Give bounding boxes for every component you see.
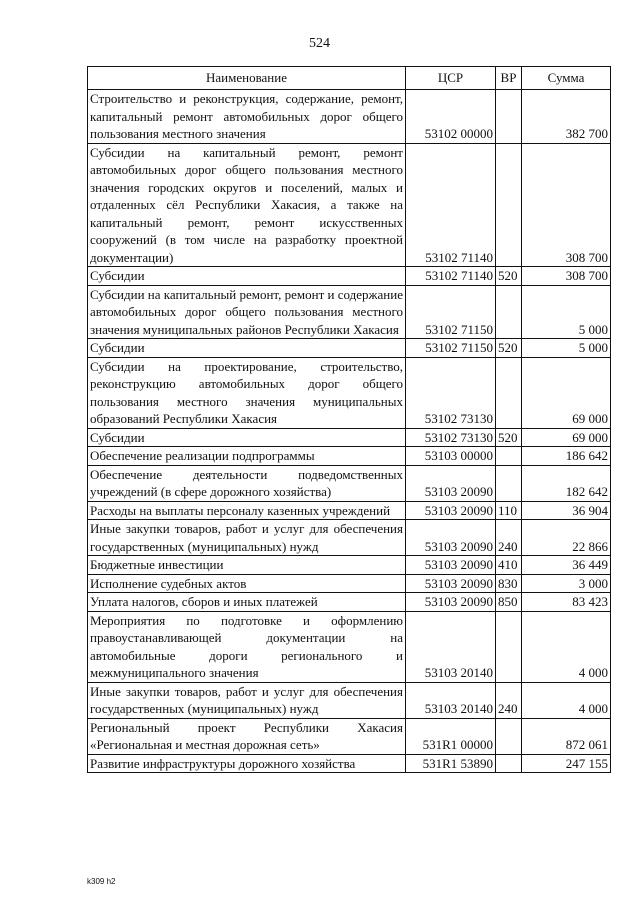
row-csr: 531R1 00000 xyxy=(406,718,496,754)
row-vr xyxy=(496,143,522,267)
row-vr xyxy=(496,285,522,339)
table-row xyxy=(88,718,611,754)
table-body xyxy=(88,90,611,773)
table-row xyxy=(88,90,611,144)
row-csr: 53103 00000 xyxy=(406,447,496,466)
table-header-row xyxy=(88,67,611,90)
row-vr xyxy=(496,447,522,466)
row-name: Мероприятия по подготовке и оформлению правоустанавливающей документации на автомобильные дороги регионального и межмуниципального значения xyxy=(88,611,406,682)
row-vr xyxy=(496,90,522,144)
row-sum: 182 642 xyxy=(522,465,611,501)
row-csr: 53102 00000 xyxy=(406,90,496,144)
row-csr: 53103 20090 xyxy=(406,465,496,501)
row-csr: 53102 71140 xyxy=(406,267,496,286)
table-row xyxy=(88,501,611,520)
row-csr: 53103 20090 xyxy=(406,593,496,612)
row-vr: 240 xyxy=(496,520,522,556)
row-vr: 410 xyxy=(496,556,522,575)
row-sum: 36 904 xyxy=(522,501,611,520)
row-vr xyxy=(496,611,522,682)
budget-table xyxy=(87,66,611,773)
row-vr xyxy=(496,754,522,773)
row-sum: 36 449 xyxy=(522,556,611,575)
table-row xyxy=(88,285,611,339)
row-name: Субсидии xyxy=(88,428,406,447)
table-row xyxy=(88,574,611,593)
row-sum: 308 700 xyxy=(522,267,611,286)
row-name: Субсидии xyxy=(88,267,406,286)
header-sum: Сумма xyxy=(522,67,611,90)
header-csr: ЦСР xyxy=(406,67,496,90)
row-sum: 69 000 xyxy=(522,428,611,447)
row-vr: 520 xyxy=(496,267,522,286)
table-row xyxy=(88,520,611,556)
table-row xyxy=(88,556,611,575)
row-name: Субсидии xyxy=(88,339,406,358)
row-csr: 53102 71150 xyxy=(406,285,496,339)
table-row xyxy=(88,339,611,358)
row-name: Строительство и реконструкция, содержание, ремонт, капитальный ремонт автомобильных дорог общего пользования местного значения xyxy=(88,90,406,144)
row-sum: 872 061 xyxy=(522,718,611,754)
table-row xyxy=(88,447,611,466)
row-name: Иные закупки товаров, работ и услуг для обеспечения государственных (муниципальных) нужд xyxy=(88,520,406,556)
row-sum: 308 700 xyxy=(522,143,611,267)
table-row xyxy=(88,593,611,612)
table-row xyxy=(88,465,611,501)
row-vr: 850 xyxy=(496,593,522,612)
row-name: Субсидии на капитальный ремонт, ремонт автомобильных дорог общего пользования местного значения городских округов и поселений, малых и отдаленных сёл Республики Хакасия, а также на капитальный ремонт, ремонт искусственных сооружений (в том числе на разработку проектной документации) xyxy=(88,143,406,267)
table-row xyxy=(88,267,611,286)
row-name: Бюджетные инвестиции xyxy=(88,556,406,575)
row-name: Исполнение судебных актов xyxy=(88,574,406,593)
footer-code: k309 h2 xyxy=(87,877,116,886)
row-csr: 531R1 53890 xyxy=(406,754,496,773)
row-sum: 382 700 xyxy=(522,90,611,144)
row-csr: 53103 20140 xyxy=(406,682,496,718)
row-name: Субсидии на проектирование, строительство, реконструкцию автомобильных дорог общего пользования местного значения муниципальных образований Республики Хакасия xyxy=(88,357,406,428)
row-csr: 53103 20140 xyxy=(406,611,496,682)
row-vr xyxy=(496,465,522,501)
row-csr: 53102 73130 xyxy=(406,428,496,447)
row-name: Обеспечение реализации подпрограммы xyxy=(88,447,406,466)
row-name: Уплата налогов, сборов и иных платежей xyxy=(88,593,406,612)
row-sum: 22 866 xyxy=(522,520,611,556)
row-sum: 69 000 xyxy=(522,357,611,428)
row-csr: 53103 20090 xyxy=(406,556,496,575)
row-sum: 4 000 xyxy=(522,611,611,682)
header-vr: ВР xyxy=(496,67,522,90)
row-sum: 3 000 xyxy=(522,574,611,593)
row-vr: 520 xyxy=(496,428,522,447)
table-row xyxy=(88,143,611,267)
table-row xyxy=(88,754,611,773)
page-number: 524 xyxy=(309,36,330,51)
row-name: Иные закупки товаров, работ и услуг для обеспечения государственных (муниципальных) нужд xyxy=(88,682,406,718)
row-vr: 240 xyxy=(496,682,522,718)
row-sum: 83 423 xyxy=(522,593,611,612)
row-vr: 520 xyxy=(496,339,522,358)
row-name: Региональный проект Республики Хакасия «Региональная и местная дорожная сеть» xyxy=(88,718,406,754)
row-vr: 830 xyxy=(496,574,522,593)
row-csr: 53102 71140 xyxy=(406,143,496,267)
row-name: Развитие инфраструктуры дорожного хозяйства xyxy=(88,754,406,773)
row-csr: 53102 71150 xyxy=(406,339,496,358)
row-csr: 53103 20090 xyxy=(406,574,496,593)
row-vr xyxy=(496,357,522,428)
row-sum: 247 155 xyxy=(522,754,611,773)
table-row xyxy=(88,357,611,428)
row-name: Обеспечение деятельности подведомственных учреждений (в сфере дорожного хозяйства) xyxy=(88,465,406,501)
table-row xyxy=(88,611,611,682)
row-sum: 186 642 xyxy=(522,447,611,466)
row-csr: 53103 20090 xyxy=(406,501,496,520)
row-csr: 53103 20090 xyxy=(406,520,496,556)
row-sum: 5 000 xyxy=(522,285,611,339)
row-vr: 110 xyxy=(496,501,522,520)
row-name: Субсидии на капитальный ремонт, ремонт и содержание автомобильных дорог общего пользования местного значения муниципальных районов Республики Хакасия xyxy=(88,285,406,339)
row-name: Расходы на выплаты персоналу казенных учреждений xyxy=(88,501,406,520)
row-sum: 4 000 xyxy=(522,682,611,718)
row-vr xyxy=(496,718,522,754)
table-row xyxy=(88,682,611,718)
table-row xyxy=(88,428,611,447)
row-csr: 53102 73130 xyxy=(406,357,496,428)
row-sum: 5 000 xyxy=(522,339,611,358)
header-name: Наименование xyxy=(88,67,406,90)
